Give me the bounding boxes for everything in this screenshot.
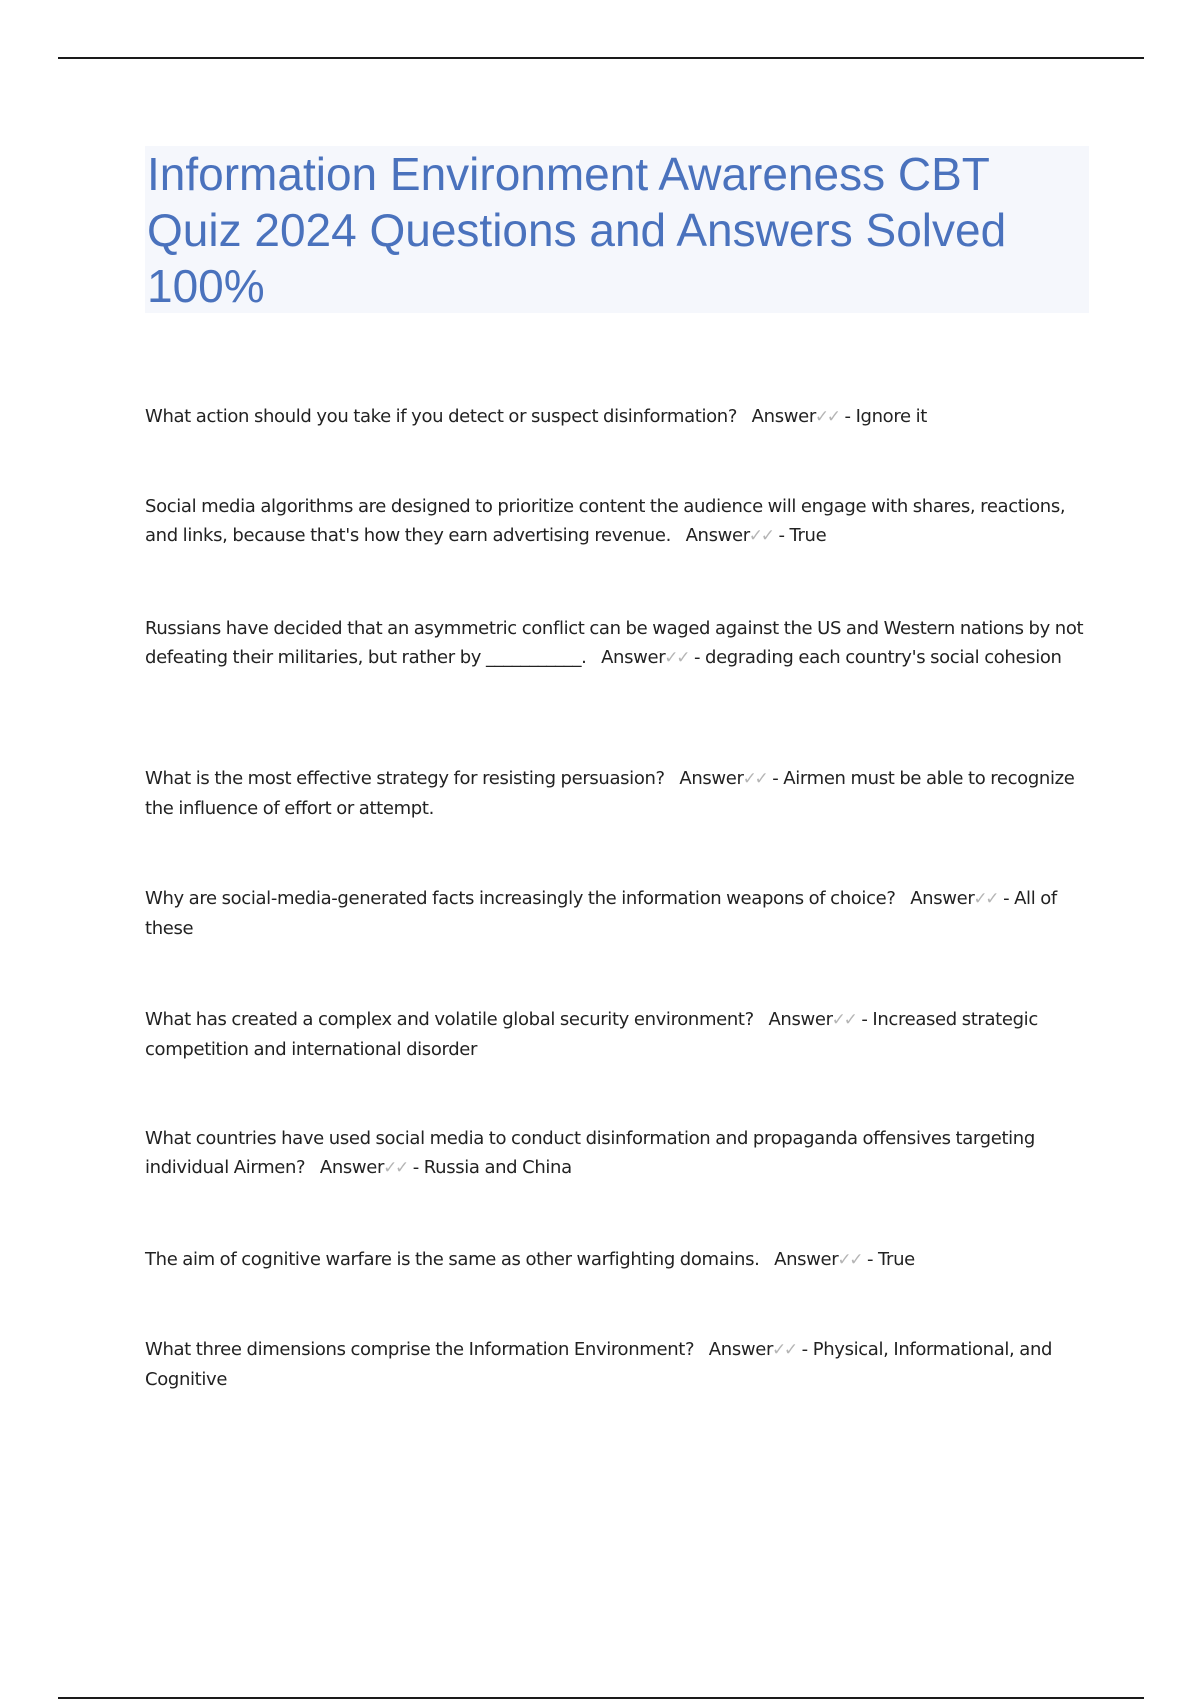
top-rule: [58, 57, 1144, 59]
answer-label: Answer: [768, 1009, 833, 1030]
question-text: What is the most effective strategy for resisting persuasion?: [145, 768, 665, 789]
check-mark-icon: ✓: [973, 889, 988, 909]
answer-text: All of these: [145, 888, 1057, 939]
check-mark-icon: ✓: [783, 1340, 798, 1360]
check-mark-icon: ✓: [843, 1010, 858, 1030]
answer-text: Russia and China: [423, 1157, 572, 1178]
bottom-rule: [58, 1697, 1144, 1699]
check-mark-icon: ✓: [748, 526, 763, 546]
check-mark-icon: ✓: [754, 769, 769, 789]
check-mark-icon: ✓: [760, 526, 775, 546]
question-text: What three dimensions comprise the Information Environment?: [145, 1339, 695, 1360]
answer-text: True: [878, 1249, 915, 1270]
question-text: Why are social-media-generated facts increasingly the information weapons of choice?: [145, 888, 896, 909]
check-mark-icon: ✓: [664, 648, 679, 668]
check-mark-icon: ✓: [676, 648, 691, 668]
document-title: Information Environment Awareness CBT Quiz 2024 Questions and Answers Solved 100%: [147, 148, 1007, 312]
qa-item: What action should you take if you detect or suspect disinformation? Answer✓✓ - Ignore it: [145, 402, 1095, 432]
answer-text: True: [789, 525, 827, 546]
question-text: Social media algorithms are designed to prioritize content the audience will engage with shares, reactions, and links, because that's how they earn advertising revenue.: [145, 496, 1066, 546]
answer-text: Airmen must be able to recognize the influence of effort or attempt.: [145, 768, 1075, 819]
check-mark-icon: ✓: [383, 1158, 397, 1178]
question-text: What countries have used social media to conduct disinformation and propaganda offensives targeting individual Airmen?: [145, 1128, 1035, 1178]
check-mark-icon: ✓: [849, 1250, 864, 1270]
qa-item: Social media algorithms are designed to prioritize content the audience will engage with shares, reactions, and links, because that's how they earn advertising revenue. Answer✓✓ - True: [145, 492, 1095, 551]
qa-item: What is the most effective strategy for resisting persuasion? Answer✓✓ - Airmen must be able to recognize the influence of effort or attempt.: [145, 764, 1095, 823]
answer-label: Answer: [601, 647, 666, 668]
qa-item: What has created a complex and volatile global security environment? Answer✓✓ - Increased strategic competition and international disorder: [145, 1005, 1095, 1064]
qa-item: Russians have decided that an asymmetric conflict can be waged against the US and Western nations by not defeating their militaries, but rather by ___________. Answer✓✓ - degrading each country's social cohesion: [145, 614, 1095, 673]
answer-text: Ignore it: [855, 406, 927, 427]
answer-label: Answer: [708, 1339, 773, 1360]
check-mark-icon: ✓: [831, 1010, 846, 1030]
check-mark-icon: ✓: [985, 889, 1000, 909]
answer-label: Answer: [910, 888, 975, 909]
question-text: Russians have decided that an asymmetric conflict can be waged against the US and Western nations by not defeating their militaries, but rather by ___________.: [145, 618, 1084, 668]
check-mark-icon: ✓: [814, 407, 829, 427]
answer-text: Physical, Informational, and Cognitive: [145, 1339, 1053, 1390]
question-text: What action should you take if you detect or suspect disinformation?: [145, 406, 738, 427]
check-mark-icon: ✓: [742, 769, 757, 789]
answer-label: Answer: [685, 525, 750, 546]
qa-item: Why are social-media-generated facts increasingly the information weapons of choice? Answer✓✓ - All of these: [145, 884, 1095, 943]
answer-text: Increased strategic competition and international disorder: [145, 1009, 1038, 1060]
check-mark-icon: ✓: [837, 1250, 852, 1270]
qa-item: What countries have used social media to conduct disinformation and propaganda offensives targeting individual Airmen? Answer✓✓ - Russia and China: [145, 1124, 1095, 1183]
answer-label: Answer: [319, 1157, 385, 1178]
question-text: What has created a complex and volatile global security environment?: [145, 1009, 754, 1030]
answer-label: Answer: [774, 1249, 839, 1270]
check-mark-icon: ✓: [772, 1340, 786, 1360]
qa-item: What three dimensions comprise the Information Environment? Answer✓✓ - Physical, Informational, and Cognitive: [145, 1335, 1095, 1394]
answer-text: degrading each country's social cohesion: [705, 647, 1062, 668]
title-block: [145, 146, 1089, 313]
question-text: The aim of cognitive warfare is the same as other warfighting domains.: [145, 1249, 760, 1270]
answer-label: Answer: [679, 768, 744, 789]
qa-item: The aim of cognitive warfare is the same as other warfighting domains. Answer✓✓ - True: [145, 1245, 1095, 1275]
check-mark-icon: ✓: [394, 1158, 409, 1178]
check-mark-icon: ✓: [826, 407, 841, 427]
answer-label: Answer: [751, 406, 816, 427]
